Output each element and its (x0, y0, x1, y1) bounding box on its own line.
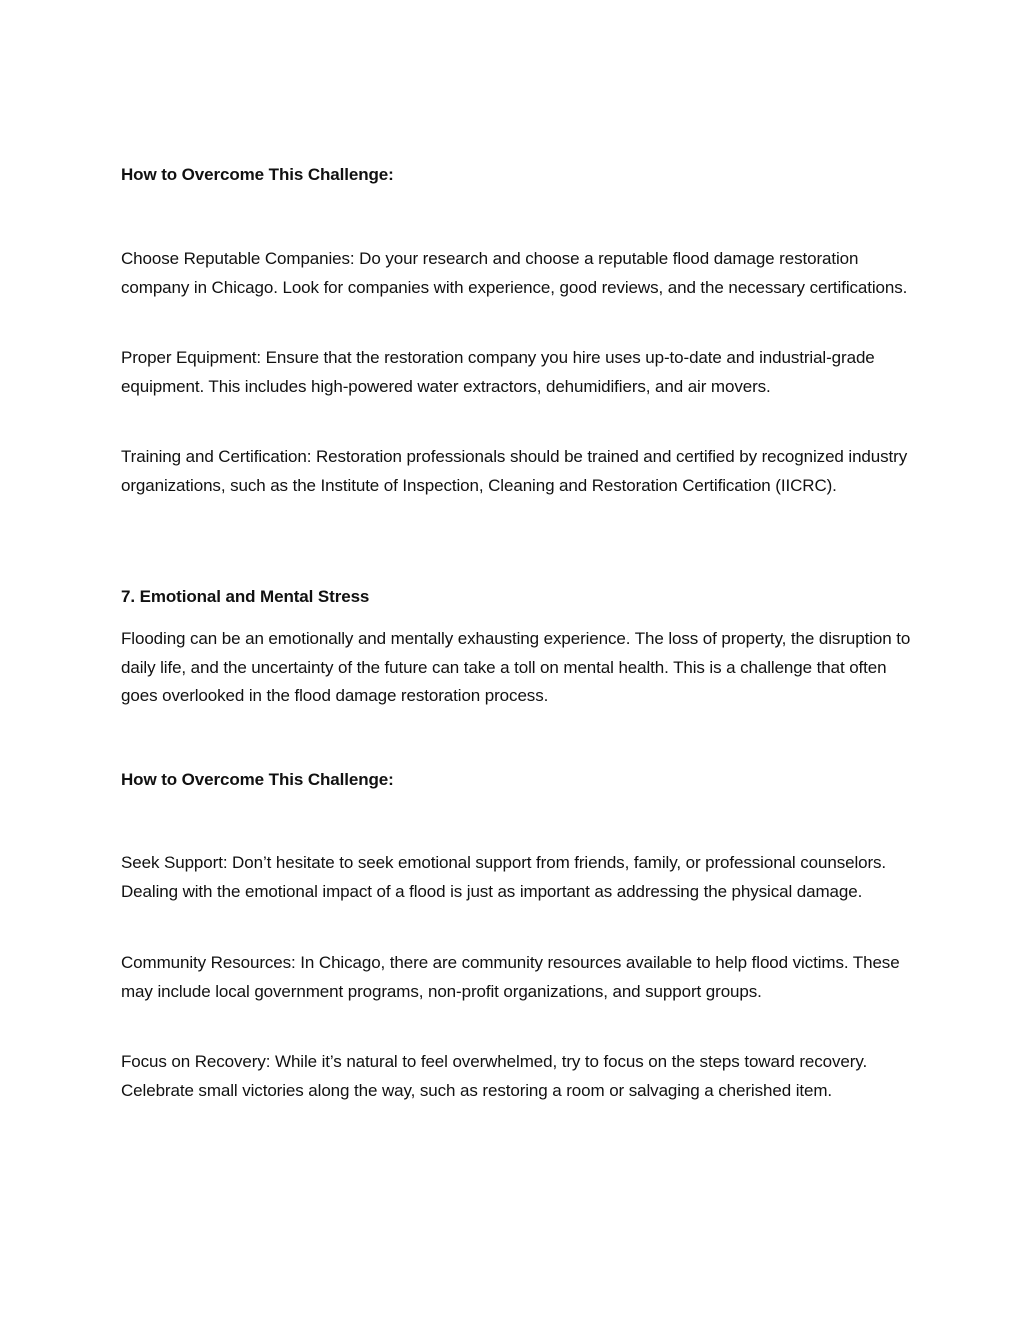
paragraph-training-certification: Training and Certification: Restoration professionals should be trained and certified by recognized industry organizations, such as the Institute of Inspection, Cleaning and Restoration Certification (IICRC). (121, 447, 908, 495)
paragraph-proper-equipment: Proper Equipment: Ensure that the restoration company you hire uses up-to-date and industrial-grade equipment. This includes high-powered water extractors, dehumidifiers, and air movers. (121, 348, 875, 396)
paragraph-community-resources: Community Resources: In Chicago, there are community resources available to help flood victims. These may include local government programs, non-profit organizations, and support groups. (121, 953, 900, 1001)
paragraph-reputable-companies: Choose Reputable Companies: Do your research and choose a reputable flood damage restoration company in Chicago. Look for companies with experience, good reviews, and the necessary certifications. (121, 249, 908, 297)
paragraph-focus-recovery: Focus on Recovery: While it’s natural to feel overwhelmed, try to focus on the steps toward recovery. Celebrate small victories along the way, such as restoring a room or salvaging a cherished item. (121, 1052, 868, 1100)
section-heading-overcome-2: How to Overcome This Challenge: (121, 770, 394, 789)
paragraph-emotional-stress: Flooding can be an emotionally and mentally exhausting experience. The loss of property, the disruption to daily life, and the uncertainty of the future can take a toll on mental health. This is a challenge that often goes overlooked in the flood damage restoration process. (121, 629, 911, 706)
paragraph-seek-support: Seek Support: Don’t hesitate to seek emotional support from friends, family, or professional counselors. Dealing with the emotional impact of a flood is just as important as addressing the physical damage. (121, 853, 887, 901)
section-heading-overcome-1: How to Overcome This Challenge: (121, 165, 394, 184)
section-heading-emotional-stress: 7. Emotional and Mental Stress (121, 587, 370, 606)
